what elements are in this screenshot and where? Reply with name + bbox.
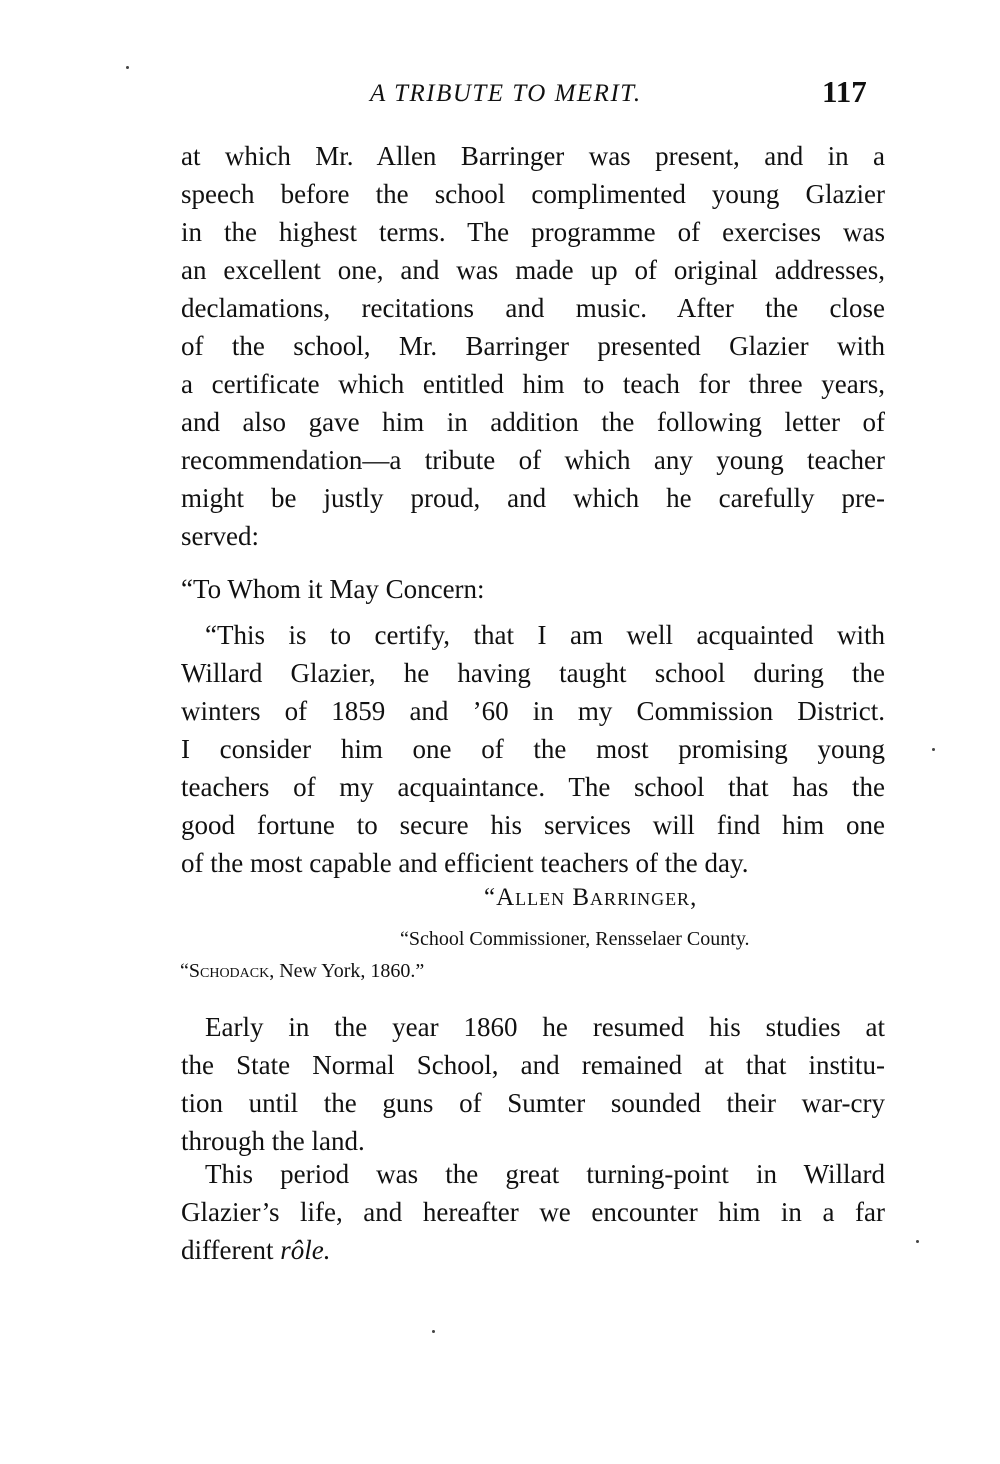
salutation-line: “To Whom it May Concern: [181, 574, 485, 604]
paragraph-3 [181, 1155, 885, 1269]
text-line: good fortune to secure his services will find him one [181, 810, 885, 840]
text-line: I consider him one of the most promising young [181, 734, 885, 764]
scan-speck [126, 66, 129, 69]
text-line: might be justly proud, and which he carefully pre- [181, 483, 885, 513]
text-line: in the highest terms. The programme of exercises was [181, 217, 885, 247]
text-line: the State Normal School, and remained at that institu- [181, 1050, 885, 1080]
letter-salutation [181, 570, 885, 608]
letter-place-date [180, 960, 424, 983]
signature-title: “School Commissioner, Rensselaer County. [400, 928, 750, 950]
text-line: a certificate which entitled him to teach for three years, [181, 369, 885, 399]
letter-body [181, 616, 885, 882]
letter-signature: “Allen Barringer, [484, 884, 698, 911]
scan-speck [916, 1240, 919, 1243]
page-number: 117 [822, 74, 867, 109]
place-rest: New York, 1860.” [274, 960, 425, 982]
running-head: A TRIBUTE TO MERIT. [370, 80, 642, 107]
paragraph-1 [181, 137, 885, 555]
text-line: recommendation—a tribute of which any young teacher [181, 445, 885, 475]
text-line: winters of 1859 and ’60 in my Commission District. [181, 696, 885, 726]
text-line: tion until the guns of Sumter sounded their war-cry [181, 1088, 885, 1118]
text-line: speech before the school complimented young Glazier [181, 179, 885, 209]
text-line: Glazier’s life, and hereafter we encounter him in a far [181, 1197, 885, 1227]
text-fragment: different [181, 1235, 281, 1265]
place-name: “Schodack, [180, 960, 275, 982]
text-line: Early in the year 1860 he resumed his studies at [205, 1012, 885, 1042]
text-line: of the school, Mr. Barringer presented Glazier with [181, 331, 885, 361]
text-line: declamations, recitations and music. After the close [181, 293, 885, 323]
paragraph-2 [181, 1008, 885, 1160]
text-line: at which Mr. Allen Barringer was present, and in a [181, 141, 885, 171]
text-line: an excellent one, and was made up of original addresses, [181, 255, 885, 285]
text-line: and also gave him in addition the following letter of [181, 407, 885, 437]
text-line [181, 1231, 885, 1269]
scan-speck [932, 748, 935, 751]
scan-speck [432, 1330, 435, 1333]
text-line: “This is to certify, that I am well acquainted with [205, 620, 885, 650]
page-header [0, 72, 1000, 116]
italic-word: rôle. [280, 1235, 331, 1265]
text-line: teachers of my acquaintance. The school that has the [181, 772, 885, 802]
text-line: Willard Glazier, he having taught school during the [181, 658, 885, 688]
text-line: through the land. [181, 1126, 365, 1156]
text-line: served: [181, 521, 259, 551]
text-line: This period was the great turning-point in Willard [205, 1159, 885, 1189]
text-line: of the most capable and efficient teachers of the day. [181, 848, 749, 878]
